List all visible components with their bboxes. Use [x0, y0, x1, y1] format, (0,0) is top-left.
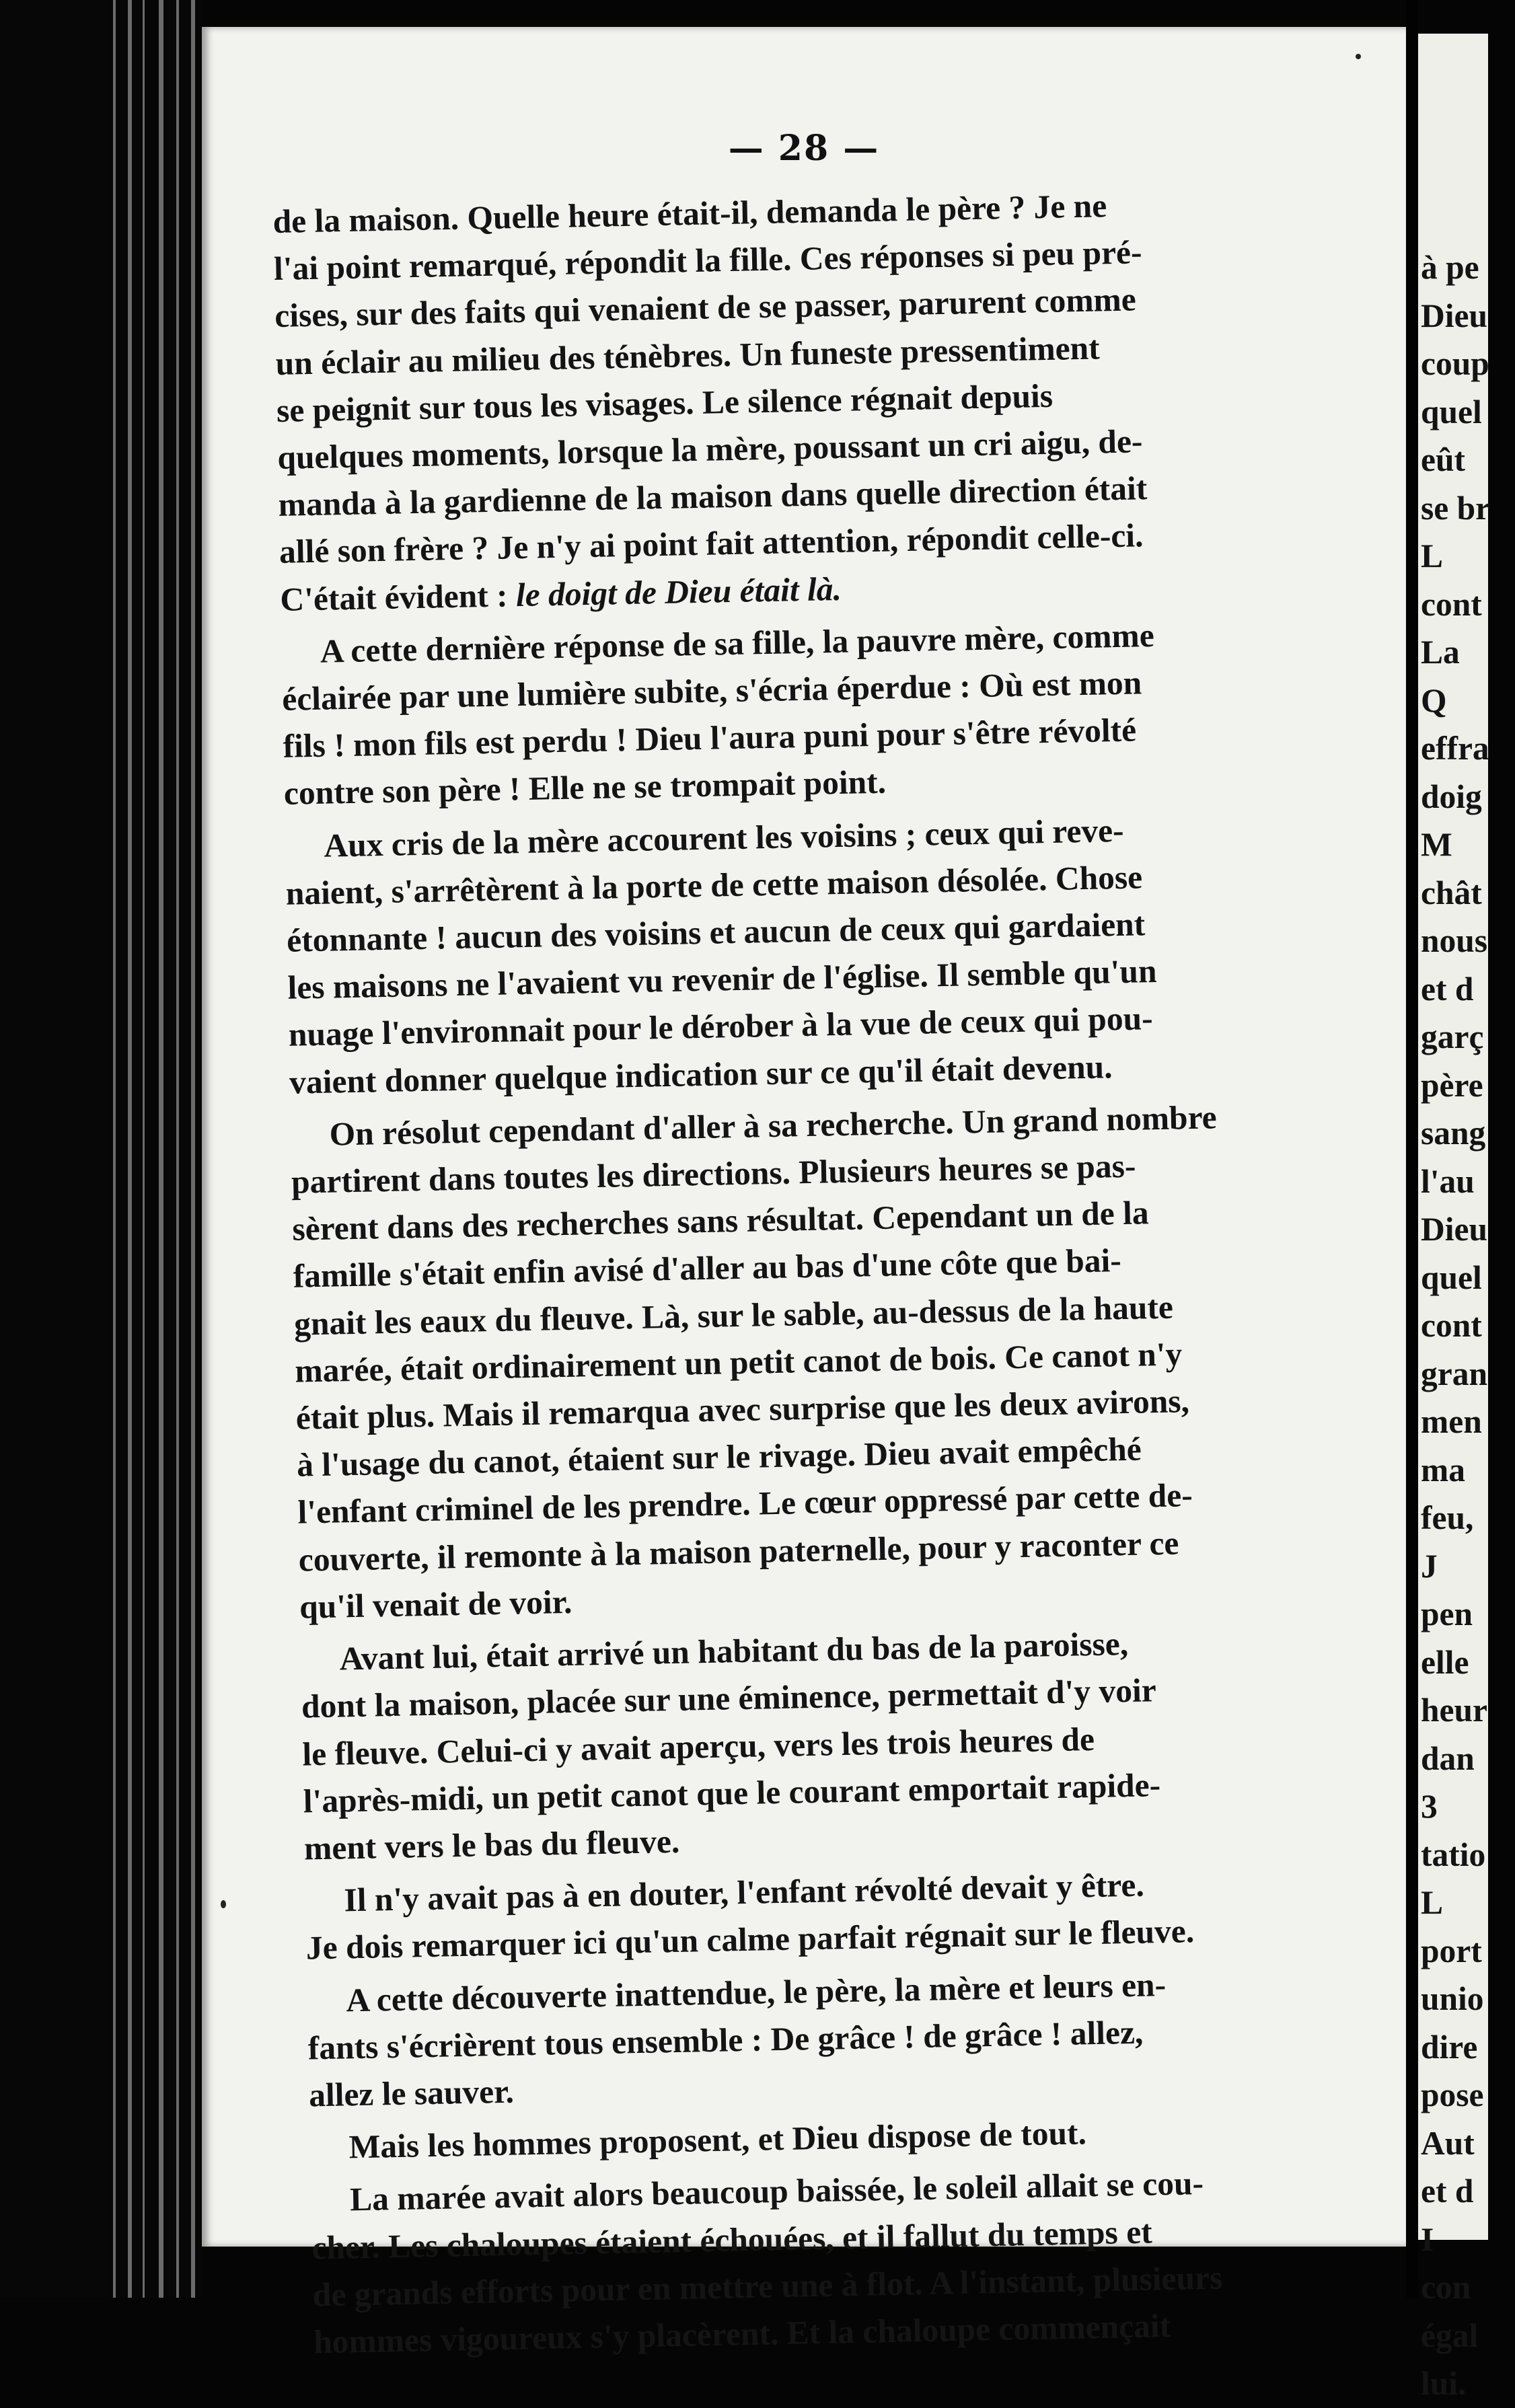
text-line: était plus. Mais il remarqua avec surprise que les deux avirons, — [295, 1382, 1190, 1437]
text-line: les maisons ne l'avaient vu revenir de l'église. Il semble qu'un — [287, 952, 1157, 1007]
facing-page-fragment: M — [1421, 826, 1452, 863]
facing-page-fragment: lui. — [1421, 2365, 1467, 2402]
facing-page-fragment: pen — [1421, 1595, 1473, 1632]
text-line: l'après-midi, un petit canot que le courant emportait rapide- — [303, 1766, 1161, 1820]
text-line: fants s'écrièrent tous ensemble : De grâce ! de grâce ! allez, — [307, 2013, 1144, 2067]
text-line: nuage l'environnait pour le dérober à la vue de ceux qui pou- — [288, 1000, 1154, 1054]
text-line: A cette découverte inattendue, le père, la mère et leurs en- — [345, 1965, 1167, 2019]
facing-page-fragment: chât — [1421, 874, 1482, 911]
text-line: dont la maison, placée sur une éminence, permettait d'y voir — [301, 1671, 1157, 1725]
paragraph — [310, 2157, 1353, 2366]
text-line: allez le sauver. — [308, 2072, 515, 2114]
text-line: sèrent dans des recherches sans résultat. Cependant un de la — [291, 1194, 1150, 1248]
facing-page-fragment: con — [1421, 2269, 1471, 2306]
book-page — [202, 27, 1406, 2361]
facing-page-fragment: et d — [1421, 970, 1474, 1008]
facing-page-fragment: coup — [1421, 345, 1489, 382]
facing-page-fragment: ma — [1421, 1451, 1465, 1489]
facing-page-fragment: Dieu — [1421, 1211, 1487, 1248]
text-line: l'enfant criminel de les prendre. Le cœur oppressé par cette de- — [297, 1476, 1193, 1532]
facing-page-fragment: père — [1421, 1066, 1483, 1104]
facing-page-fragment: dire — [1421, 2028, 1478, 2066]
paragraph — [281, 609, 1323, 817]
text-line: manda à la gardienne de la maison dans quelle direction était — [278, 469, 1148, 524]
facing-page-fragment: cont — [1421, 1307, 1482, 1344]
text-line: de la maison. Quelle heure était-il, demanda le père ? Je ne — [272, 187, 1107, 240]
text-line: Mais les hommes proposent, et Dieu dispose de tout. — [348, 2114, 1087, 2166]
facing-page-fragment: unio — [1421, 1980, 1484, 2017]
text-line: quelques moments, lorsque la mère, poussant un cri aigu, de- — [276, 422, 1143, 476]
paragraph — [285, 803, 1329, 1106]
text-line: couverte, il remonte à la maison paternelle, pour y raconter ce — [298, 1524, 1179, 1579]
facing-page-fragment: garç — [1421, 1018, 1484, 1055]
facing-page-fragment: L — [1421, 1884, 1444, 1921]
facing-page-fragment: l'au — [1421, 1162, 1475, 1200]
text-line: qu'il venait de voir. — [299, 1583, 572, 1626]
facing-page-fragment: effra — [1421, 730, 1489, 767]
paragraph — [272, 178, 1320, 623]
facing-page-fragment: nous — [1421, 922, 1488, 959]
text-line: cher. Les chaloupes étaient échouées, et il fallut du temps et — [311, 2212, 1153, 2266]
facing-page-fragment: quel — [1421, 393, 1482, 430]
facing-page-fragment: L — [1421, 537, 1444, 574]
facing-page-fragment: feu, — [1421, 1499, 1474, 1536]
facing-page-fragment: port — [1421, 1932, 1482, 1969]
text-line: à l'usage du canot, étaient sur le rivage. Dieu avait empêché — [296, 1430, 1142, 1484]
text-line: hommes vigoureux s'y placèrent. Et la chaloupe commençait — [313, 2306, 1171, 2361]
facing-page-fragment: heur — [1421, 1692, 1487, 1729]
text-line: marée, était ordinairement un petit canot de bois. Ce canot n'y — [294, 1335, 1183, 1390]
facing-page-fragment: dan — [1421, 1739, 1475, 1777]
text-line: Avant lui, était arrivé un habitant du bas de la paroisse, — [339, 1625, 1129, 1678]
text-line: allé son frère ? Je n'y ai point fait attention, répondit celle-ci. — [279, 517, 1144, 571]
paragraph — [305, 1858, 1345, 1972]
paragraph — [307, 1957, 1349, 2119]
text-line: Il n'y avait pas à en douter, l'enfant révolté devait y être. — [344, 1866, 1145, 1919]
facing-page-fragment: La — [1421, 634, 1460, 671]
facing-page-fragment: Dieu — [1421, 297, 1487, 334]
text-line: l'ai point remarqué, répondit la fille. Ces réponses si peu pré- — [273, 233, 1142, 288]
facing-page-fragment: doig — [1421, 778, 1482, 815]
facing-page-fragment: tatio — [1421, 1836, 1486, 1873]
ink-speck — [1356, 54, 1361, 59]
text-line: ment vers le bas du fleuve. — [303, 1822, 680, 1867]
text-line: C'était évident : le doigt de Dieu était là. — [279, 570, 842, 618]
text-line: A cette dernière réponse de sa fille, la pauvre mère, comme — [320, 616, 1155, 670]
facing-page-fragment: 3 — [1421, 1788, 1438, 1825]
text-line: gnait les eaux du fleuve. Là, sur le sable, au-dessus de la haute — [293, 1288, 1174, 1343]
facing-page-fragment: sang — [1421, 1115, 1486, 1152]
paragraph — [300, 1616, 1343, 1873]
facing-page-fragment: I — [1421, 2220, 1434, 2258]
text-line: étonnante ! aucun des voisins et aucun de ceux qui gardaient — [286, 905, 1146, 959]
facing-page-text — [1421, 243, 1515, 2408]
text-line: naient, s'arrêtèrent à la porte de cette maison désolée. Chose — [285, 858, 1143, 912]
text-line: Aux cris de la mère accourent les voisins ; ceux qui reve- — [323, 811, 1125, 864]
italic-phrase: le doigt de Dieu était là. — [515, 570, 842, 613]
text-line: fils ! mon fils est perdu ! Dieu l'aura puni pour s'être révolté — [283, 711, 1137, 765]
facing-page-fragment: cont — [1421, 585, 1482, 623]
facing-page-fragment: quel — [1421, 1258, 1482, 1296]
ink-speck — [221, 1900, 226, 1908]
text-line: éclairée par une lumière subite, s'écria éperdue : Où est mon — [281, 664, 1142, 718]
page-number: — 28 — — [728, 128, 880, 169]
facing-page-fragment: Q — [1421, 681, 1447, 719]
text-line: On résolut cependant d'aller à sa recherche. Un grand nombre — [329, 1098, 1218, 1153]
facing-page-fragment: gran — [1421, 1355, 1487, 1392]
text-line: cises, sur des faits qui venaient de se passer, parurent comme — [274, 280, 1137, 335]
text-line: La marée avait alors beaucoup baissée, le soleil allait se cou- — [349, 2165, 1204, 2218]
facing-page-fragment: Aut — [1421, 2124, 1475, 2162]
facing-page-fragment: et d — [1421, 2173, 1474, 2210]
facing-page-fragment: égal — [1421, 2317, 1479, 2354]
book-spine-gap — [1406, 0, 1418, 2298]
scan-left-margin — [0, 0, 202, 2298]
facing-page-fragment: J — [1421, 1547, 1438, 1585]
text-line: famille s'était enfin avisé d'aller au bas d'une côte que bai- — [293, 1242, 1122, 1295]
text-line: le fleuve. Celui-ci y avait aperçu, vers les trois heures de — [301, 1720, 1095, 1773]
facing-page-fragment: pose — [1421, 2076, 1484, 2113]
text-line: Je dois remarquer ici qu'un calme parfait régnait sur le fleuve. — [305, 1912, 1195, 1967]
facing-page-edge — [1418, 34, 1491, 2402]
facing-page-fragment: men — [1421, 1403, 1482, 1440]
text-line: vaient donner quelque indication sur ce qu'il était devenu. — [289, 1047, 1113, 1101]
text-line: se peignit sur tous les visages. Le silence régnait depuis — [276, 377, 1054, 429]
text-line: un éclair au milieu des ténèbres. Un funeste pressentiment — [275, 329, 1101, 382]
page-body-text — [272, 178, 1354, 2366]
text-line: contre son père ! Elle ne se trompait point. — [283, 763, 887, 813]
paragraph — [290, 1092, 1339, 1631]
facing-page-fragment: se br — [1421, 489, 1491, 527]
facing-page-fragment: elle — [1421, 1643, 1469, 1681]
text-line: de grands efforts pour en mettre une à flot. A l'instant, plusieurs — [312, 2259, 1223, 2314]
facing-page-fragment: à pe — [1421, 249, 1479, 286]
facing-page-fragment: eût — [1421, 441, 1465, 478]
text-line: partirent dans toutes les directions. Plusieurs heures se pas- — [291, 1147, 1136, 1201]
